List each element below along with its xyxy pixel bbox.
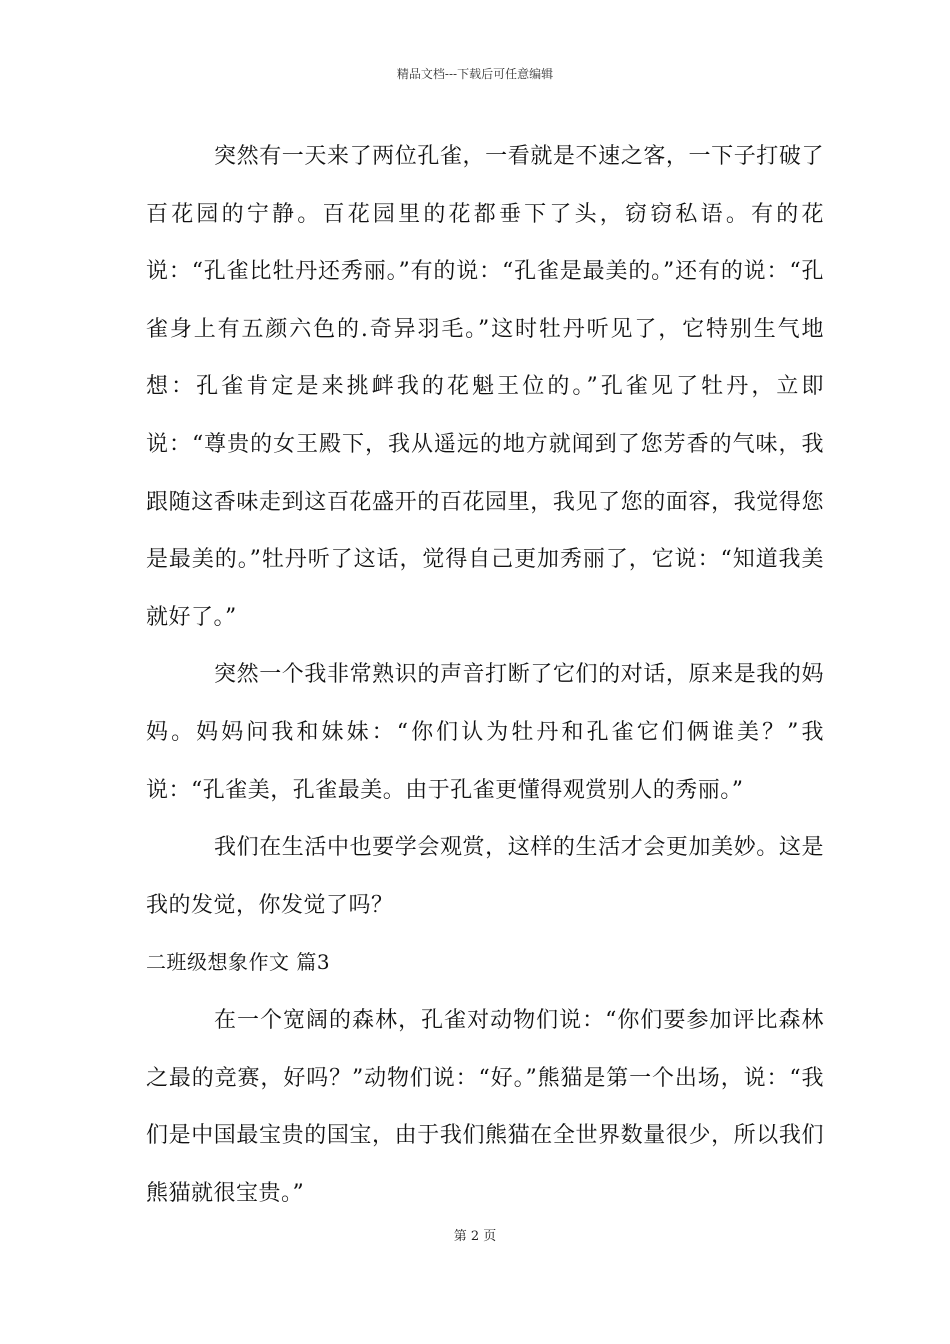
paragraph-4: 在一个宽阔的森林，孔雀对动物们说：“你们要参加评比森林之最的竞赛，好吗？”动物们说：“好。”熊猫是第一个出场，说：“我们是中国最宝贵的国宝，由于我们熊猫在全世界数量很少，所以我们熊猫就很宝贵。”: [146, 1007, 824, 1206]
paragraph-2: 突然一个我非常熟识的声音打断了它们的对话，原来是我的妈妈。妈妈问我和妹妹：“你们认为牡丹和孔雀它们俩谁美？”我说：“孔雀美，孔雀最美。由于孔雀更懂得观赏别人的秀丽。”: [146, 662, 824, 803]
document-body: [146, 128, 824, 1222]
paragraph-1: 突然有一天来了两位孔雀，一看就是不速之客，一下子打破了百花园的宁静。百花园里的花都垂下了头，窃窃私语。有的花说：“孔雀比牡丹还秀丽。”有的说：“孔雀是最美的。”还有的说：“孔雀身上有五颜六色的.奇异羽毛。”这时牡丹听见了，它特别生气地想：孔雀肯定是来挑衅我的花魁王位的。”孔雀见了牡丹，立即说：“尊贵的女王殿下，我从遥远的地方就闻到了您芳香的气味，我跟随这香味走到这百花盛开的百花园里，我见了您的面容，我觉得您是最美的。”牡丹听了这话，觉得自己更加秀丽了，它说：“知道我美就好了。”: [146, 144, 824, 630]
page-header: 精品文档---下载后可任意编辑: [396, 67, 554, 81]
section-heading: 二班级想象作文 篇3: [146, 950, 331, 975]
page-number: 第 2 页: [453, 1229, 497, 1244]
paragraph-3: 我们在生活中也要学会观赏，这样的生活才会更加美妙。这是我的发觉，你发觉了吗？: [146, 835, 824, 918]
